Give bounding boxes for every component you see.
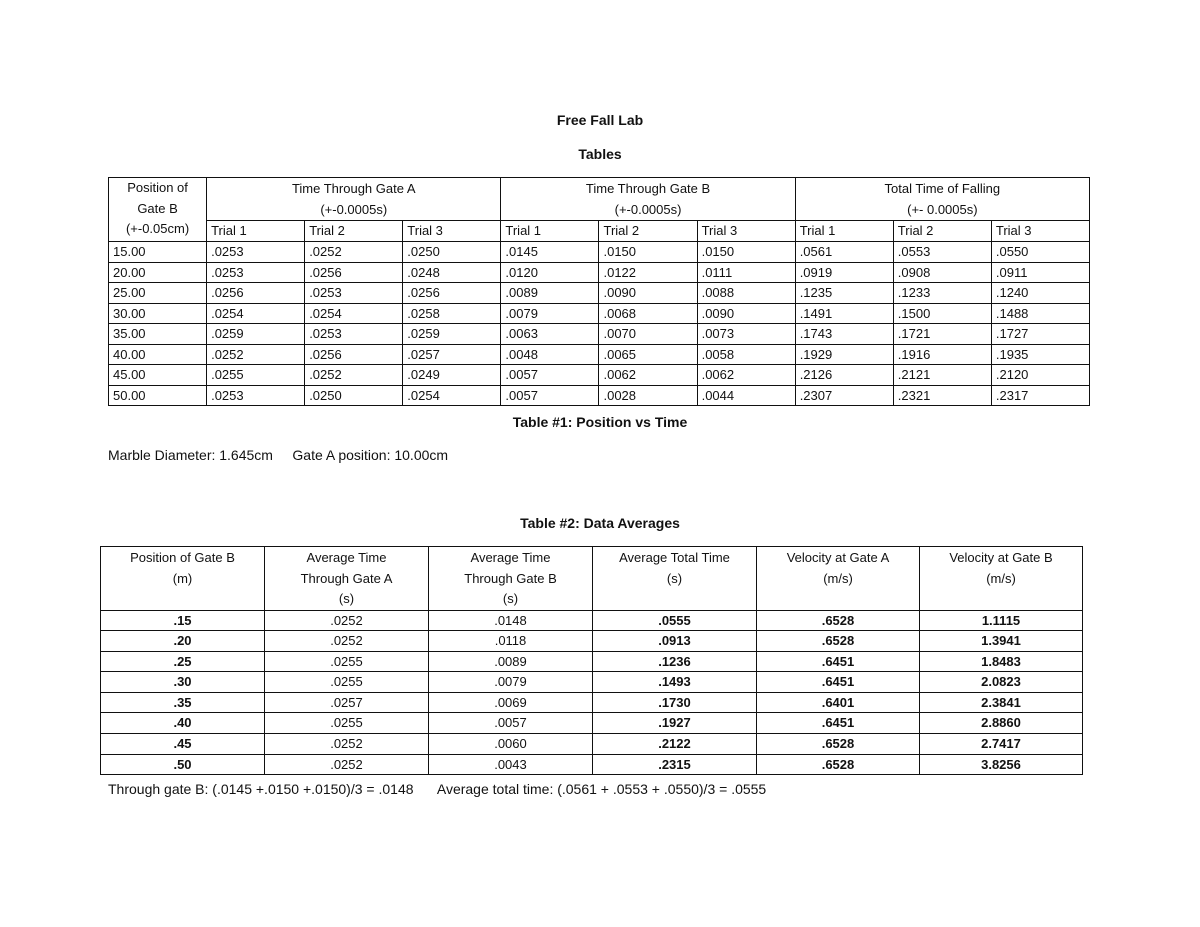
time-cell: .1500 [893, 303, 991, 324]
group-uncertainty: (+-0.0005s) [614, 202, 682, 217]
total-time-header [795, 178, 1089, 221]
time-cell: .1727 [991, 324, 1089, 345]
average-cell: .0555 [593, 610, 757, 631]
time-cell: .2120 [991, 365, 1089, 386]
time-cell: .0062 [697, 365, 795, 386]
average-cell: .6528 [757, 754, 920, 775]
time-cell: .0911 [991, 262, 1089, 283]
time-cell: .1240 [991, 283, 1089, 304]
document-subtitle: Tables [578, 146, 622, 162]
gate-b-calculation: Through gate B: (.0145 +.0150 +.0150)/3 = .0148 [108, 781, 414, 797]
time-cell: .0150 [697, 242, 795, 263]
column-header-line: (m/s) [986, 570, 1016, 586]
table1-caption: Table #1: Position vs Time [512, 414, 688, 430]
average-cell: .30 [101, 672, 265, 693]
average-cell: .6528 [757, 631, 920, 652]
average-cell: .2122 [593, 734, 757, 755]
average-cell: .40 [101, 713, 265, 734]
time-cell: .2126 [795, 365, 893, 386]
time-cell: .2321 [893, 385, 991, 406]
time-cell: .0254 [305, 303, 403, 324]
gate-b-header [501, 178, 795, 221]
time-cell: .0255 [207, 365, 305, 386]
group-uncertainty: (+- 0.0005s) [907, 202, 978, 217]
time-cell: .0253 [207, 242, 305, 263]
time-cell: .1488 [991, 303, 1089, 324]
time-cell: .0257 [403, 344, 501, 365]
table-row [109, 283, 1090, 304]
table-row [101, 734, 1083, 755]
time-cell: .0254 [403, 385, 501, 406]
time-cell: .0254 [207, 303, 305, 324]
average-cell: 2.7417 [920, 734, 1083, 755]
average-cell: .0069 [429, 692, 593, 713]
gate-a-position: Gate A position: 10.00cm [292, 447, 449, 463]
column-header [920, 547, 1083, 611]
table2-caption: Table #2: Data Averages [520, 515, 680, 531]
trial-header: Trial 2 [599, 221, 697, 242]
average-cell: .0060 [429, 734, 593, 755]
time-cell: .0090 [697, 303, 795, 324]
average-cell: 2.3841 [920, 692, 1083, 713]
time-cell: .0057 [501, 365, 599, 386]
trial-header: Trial 3 [991, 221, 1089, 242]
group-label: Time Through Gate A [291, 181, 416, 196]
table-row [109, 262, 1090, 283]
column-header-line: (s) [666, 570, 683, 586]
time-cell: .0088 [697, 283, 795, 304]
measurement-note [108, 447, 448, 463]
average-cell: .0255 [265, 713, 429, 734]
average-cell: .6528 [757, 734, 920, 755]
average-cell: .0118 [429, 631, 593, 652]
table-row [109, 242, 1090, 263]
time-cell: .0065 [599, 344, 697, 365]
time-cell: .0256 [305, 262, 403, 283]
column-header-line: Average Total Time [619, 550, 730, 565]
time-cell: .0249 [403, 365, 501, 386]
time-cell: .0089 [501, 283, 599, 304]
time-cell: .0253 [305, 283, 403, 304]
time-cell: .0090 [599, 283, 697, 304]
time-cell: .0252 [305, 365, 403, 386]
column-header-line: Through Gate A [300, 570, 393, 586]
time-cell: .0048 [501, 344, 599, 365]
average-cell: .6401 [757, 692, 920, 713]
time-cell: .0256 [207, 283, 305, 304]
time-cell: .0259 [207, 324, 305, 345]
time-cell: .0253 [305, 324, 403, 345]
trial-header: Trial 3 [403, 221, 501, 242]
table-row [109, 385, 1090, 406]
average-cell: .0252 [265, 610, 429, 631]
average-cell: .0252 [265, 754, 429, 775]
table-row [109, 365, 1090, 386]
time-cell: .1935 [991, 344, 1089, 365]
time-cell: .1916 [893, 344, 991, 365]
column-header-line: (m/s) [823, 570, 853, 586]
position-cell: 30.00 [109, 303, 207, 324]
column-header [101, 547, 265, 611]
time-cell: .0068 [599, 303, 697, 324]
gate-a-header [207, 178, 501, 221]
average-cell: .0089 [429, 651, 593, 672]
average-cell: 3.8256 [920, 754, 1083, 775]
time-cell: .1929 [795, 344, 893, 365]
average-cell: .0057 [429, 713, 593, 734]
trial-header: Trial 3 [697, 221, 795, 242]
position-header-line: (+-0.05cm) [125, 221, 190, 236]
average-cell: .0079 [429, 672, 593, 693]
table-row [109, 303, 1090, 324]
time-cell: .0259 [403, 324, 501, 345]
column-header-line: Velocity at Gate A [786, 550, 890, 565]
column-header [757, 547, 920, 611]
position-cell: 20.00 [109, 262, 207, 283]
average-cell: 2.8860 [920, 713, 1083, 734]
time-cell: .0253 [207, 262, 305, 283]
table-row [101, 754, 1083, 775]
average-cell: .6528 [757, 610, 920, 631]
time-cell: .0258 [403, 303, 501, 324]
average-cell: .1927 [593, 713, 757, 734]
table2-body [101, 610, 1083, 775]
column-header-line: Average Time [470, 550, 551, 565]
table-row [101, 713, 1083, 734]
average-cell: .20 [101, 631, 265, 652]
position-header-line: Position of [127, 180, 188, 195]
time-cell: .0111 [697, 262, 795, 283]
average-cell: .1493 [593, 672, 757, 693]
average-cell: .0252 [265, 631, 429, 652]
average-cell: .1236 [593, 651, 757, 672]
position-cell: 25.00 [109, 283, 207, 304]
time-cell: .0553 [893, 242, 991, 263]
data-averages-table [100, 546, 1083, 775]
position-header [109, 178, 207, 242]
table-row [109, 324, 1090, 345]
column-header [593, 547, 757, 611]
time-cell: .0058 [697, 344, 795, 365]
average-cell: .35 [101, 692, 265, 713]
total-time-calculation: Average total time: (.0561 + .0553 + .0550)/3 = .0555 [436, 781, 767, 797]
calculation-notes [108, 781, 766, 797]
table-row [101, 631, 1083, 652]
time-cell: .1491 [795, 303, 893, 324]
time-cell: .1233 [893, 283, 991, 304]
column-header [265, 547, 429, 611]
column-header-line: (s) [502, 591, 519, 606]
trial-header: Trial 1 [795, 221, 893, 242]
position-cell: 40.00 [109, 344, 207, 365]
time-cell: .0252 [207, 344, 305, 365]
group-label: Total Time of Falling [884, 181, 1001, 196]
average-cell: .0148 [429, 610, 593, 631]
trial-header: Trial 1 [207, 221, 305, 242]
time-cell: .0028 [599, 385, 697, 406]
average-cell: .0257 [265, 692, 429, 713]
table-row [109, 344, 1090, 365]
column-header [429, 547, 593, 611]
average-cell: 1.8483 [920, 651, 1083, 672]
average-cell: .0255 [265, 651, 429, 672]
average-cell: .2315 [593, 754, 757, 775]
position-cell: 15.00 [109, 242, 207, 263]
time-cell: .0063 [501, 324, 599, 345]
average-cell: 1.1115 [920, 610, 1083, 631]
column-header-line: Average Time [306, 550, 387, 565]
time-cell: .0079 [501, 303, 599, 324]
time-cell: .1743 [795, 324, 893, 345]
time-cell: .0256 [305, 344, 403, 365]
time-cell: .1721 [893, 324, 991, 345]
average-cell: .25 [101, 651, 265, 672]
time-cell: .0062 [599, 365, 697, 386]
average-cell: 1.3941 [920, 631, 1083, 652]
average-cell: .6451 [757, 672, 920, 693]
time-cell: .0150 [599, 242, 697, 263]
average-cell: .0255 [265, 672, 429, 693]
time-cell: .0073 [697, 324, 795, 345]
time-cell: .0253 [207, 385, 305, 406]
position-cell: 50.00 [109, 385, 207, 406]
time-cell: .0908 [893, 262, 991, 283]
time-cell: .0044 [697, 385, 795, 406]
trial-header: Trial 2 [893, 221, 991, 242]
group-uncertainty: (+-0.0005s) [320, 202, 388, 217]
time-cell: .0550 [991, 242, 1089, 263]
time-cell: .0120 [501, 262, 599, 283]
time-cell: .0256 [403, 283, 501, 304]
marble-diameter: Marble Diameter: 1.645cm [108, 447, 273, 463]
trial-header: Trial 1 [501, 221, 599, 242]
average-cell: .0252 [265, 734, 429, 755]
column-header-line: (m) [172, 570, 193, 586]
time-cell: .0250 [403, 242, 501, 263]
table-row [101, 610, 1083, 631]
trial-header: Trial 2 [305, 221, 403, 242]
position-cell: 45.00 [109, 365, 207, 386]
column-header-line: Velocity at Gate B [949, 550, 1053, 565]
table2-header-row [101, 547, 1083, 611]
time-cell: .0561 [795, 242, 893, 263]
time-cell: .2307 [795, 385, 893, 406]
average-cell: .6451 [757, 651, 920, 672]
time-cell: .2121 [893, 365, 991, 386]
average-cell: .6451 [757, 713, 920, 734]
time-cell: .0122 [599, 262, 697, 283]
column-header-line: Through Gate B [464, 570, 557, 586]
time-cell: .1235 [795, 283, 893, 304]
average-cell: .50 [101, 754, 265, 775]
average-cell: 2.0823 [920, 672, 1083, 693]
average-cell: .15 [101, 610, 265, 631]
column-header-line: Position of Gate B [130, 550, 235, 565]
table-row [101, 672, 1083, 693]
position-header-line: Gate B [137, 200, 178, 216]
time-cell: .0252 [305, 242, 403, 263]
average-cell: .0043 [429, 754, 593, 775]
position-vs-time-table [108, 177, 1090, 406]
group-label: Time Through Gate B [585, 181, 711, 196]
time-cell: .0248 [403, 262, 501, 283]
average-cell: .45 [101, 734, 265, 755]
time-cell: .2317 [991, 385, 1089, 406]
table-row [101, 651, 1083, 672]
time-cell: .0070 [599, 324, 697, 345]
average-cell: .0913 [593, 631, 757, 652]
position-cell: 35.00 [109, 324, 207, 345]
average-cell: .1730 [593, 692, 757, 713]
time-cell: .0919 [795, 262, 893, 283]
table1-body [109, 242, 1090, 406]
document-title: Free Fall Lab [556, 112, 644, 128]
column-header-line: (s) [338, 591, 355, 606]
table-row [101, 692, 1083, 713]
time-cell: .0250 [305, 385, 403, 406]
time-cell: .0145 [501, 242, 599, 263]
time-cell: .0057 [501, 385, 599, 406]
